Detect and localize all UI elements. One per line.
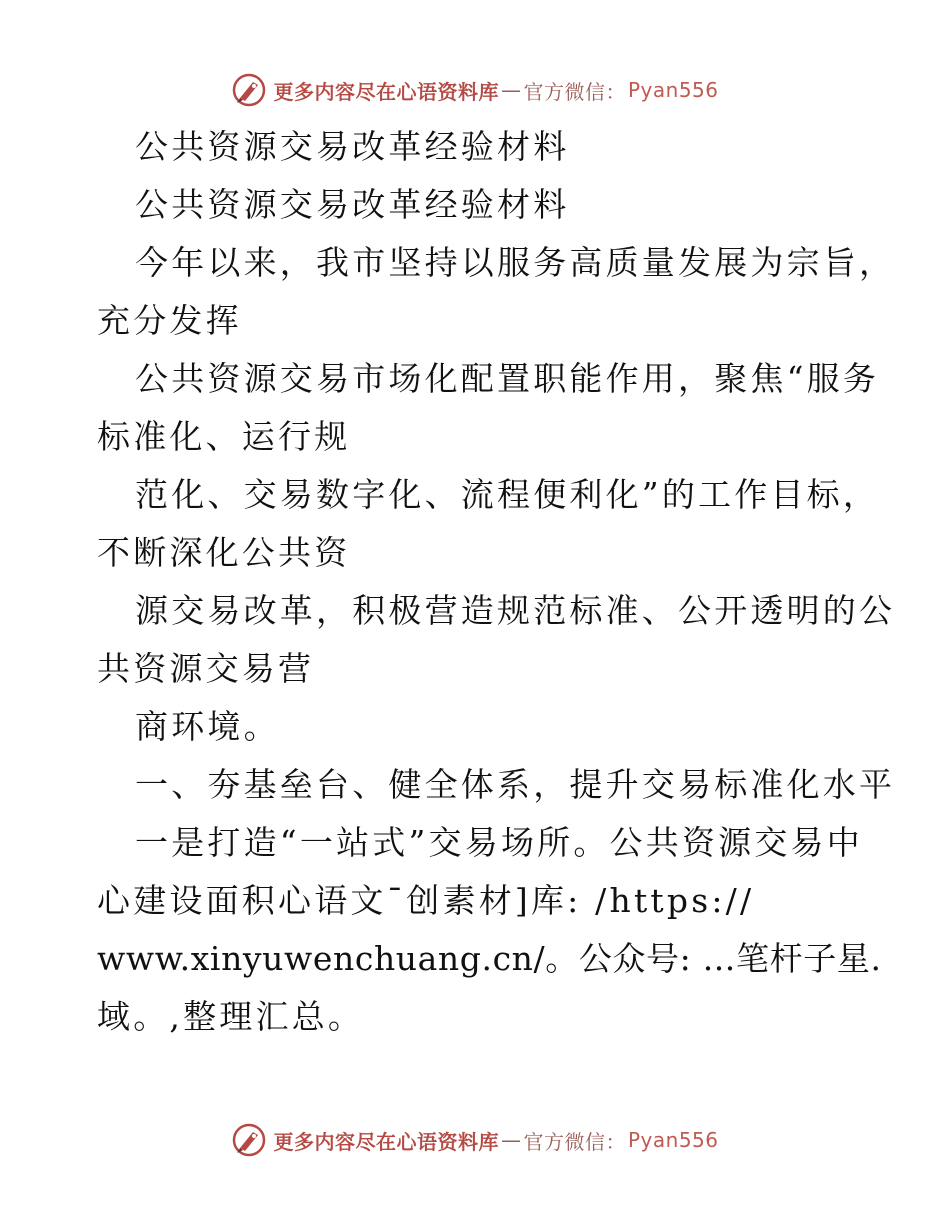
document-line: 源交易改革，积极营造规范标准、公开透明的公 bbox=[135, 591, 896, 630]
document-line: 一是打造“一站式”交易场所。公共资源交易中 bbox=[135, 823, 863, 862]
document-line: 公共资源交易市场化配置职能作用，聚焦“服务 bbox=[135, 359, 880, 398]
document-line: 标准化、运行规 bbox=[97, 417, 351, 456]
document-line: 公共资源交易改革经验材料 bbox=[135, 185, 570, 224]
banner-dash: — bbox=[500, 78, 522, 102]
banner-title: 更多内容尽在心语资料库 bbox=[273, 79, 499, 104]
pen-nib-logo-icon bbox=[231, 1122, 267, 1158]
header-banner bbox=[0, 70, 950, 110]
header-banner-text bbox=[273, 76, 718, 105]
document-line: 共资源交易营 bbox=[97, 649, 315, 688]
banner-wechat-label: 官方微信： bbox=[523, 79, 626, 104]
document-line: 公共资源交易改革经验材料 bbox=[135, 127, 570, 166]
header-banner-content bbox=[231, 72, 718, 108]
document-line: 商环境。 bbox=[135, 707, 280, 746]
banner-dash: — bbox=[500, 1128, 522, 1152]
document-line: 域。,整理汇总。 bbox=[97, 997, 365, 1036]
banner-wechat-id: Pyan556 bbox=[627, 78, 719, 102]
document-line: www.xinyuwenchuang.cn/。公众号: …笔杆子星. bbox=[97, 939, 882, 978]
document-line: 一、夯基垒台、健全体系，提升交易标准化水平 bbox=[135, 765, 896, 804]
document-line: 范化、交易数字化、流程便利化”的工作目标， bbox=[135, 475, 880, 514]
document-line: 不断深化公共资 bbox=[97, 533, 351, 572]
footer-banner bbox=[0, 1120, 950, 1160]
document-body bbox=[97, 118, 896, 1046]
banner-wechat-label: 官方微信： bbox=[523, 1129, 626, 1154]
banner-wechat-id: Pyan556 bbox=[627, 1128, 719, 1152]
pen-nib-logo-icon bbox=[231, 72, 267, 108]
footer-banner-content bbox=[231, 1122, 718, 1158]
document-line: 今年以来，我市坚持以服务高质量发展为宗旨， bbox=[135, 243, 896, 282]
document-line: 充分发挥 bbox=[97, 301, 242, 340]
footer-banner-text bbox=[273, 1126, 718, 1155]
document-line: 心建设面积心语文¯创素材]库: /https:// bbox=[97, 881, 755, 920]
banner-title: 更多内容尽在心语资料库 bbox=[273, 1129, 499, 1154]
